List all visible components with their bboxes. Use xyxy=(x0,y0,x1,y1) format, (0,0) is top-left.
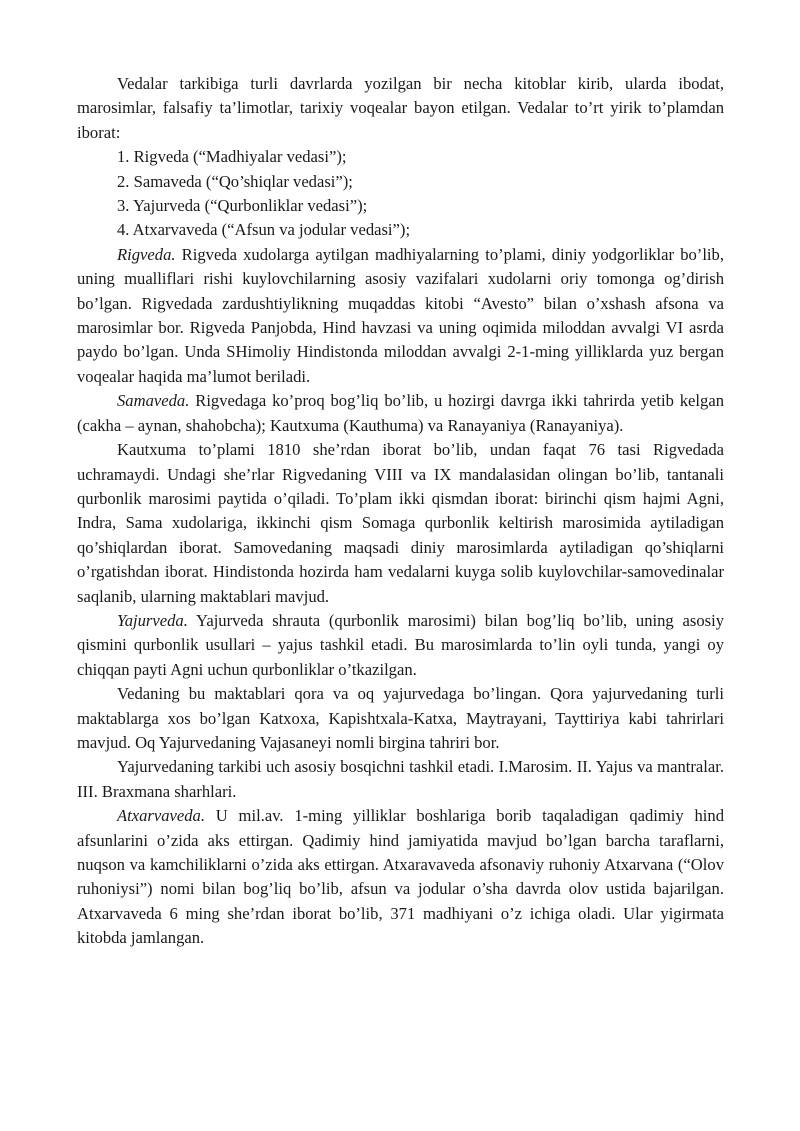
rigveda-paragraph xyxy=(77,243,724,389)
samaveda-text: Rigvedaga ko’proq bog’liq bo’lib, u hozirgi davrga ikki tahrirda yetib kelgan (cakha – aynan, shahobcha); Kautxuma (Kauthuma) va Ranayaniya (Ranayaniya). xyxy=(77,391,724,435)
samaveda-paragraph xyxy=(77,389,724,438)
atxarvaveda-paragraph xyxy=(77,804,724,950)
rigveda-text: Rigveda xudolarga aytilgan madhiyalarning to’plami, diniy yodgorliklar bo’lib, uning mualliflari rishi kuylovchilarning asosiy vazifalari xudolarni oriy tomonga og’dirish bo’lgan. Rigvedada zardushtiylikning muqaddas kitobi “Avesto” bilan o’xshash afsona va marosimlar bor. Rigveda Panjobda, Hind havzasi va uning oqimida miloddan avvalgi VI asrda paydo bo’lgan. Unda SHimoliy Hindistonda miloddan avvalgi 2-1-ming yilliklarda yuz bergan voqealar haqida ma’lumot beriladi. xyxy=(77,244,724,386)
tarkib-paragraph: Yajurvedaning tarkibi uch asosiy bosqichni tashkil etadi. I.Marosim. II. Yajus va mantralar. III. Braxmana sharhlari. xyxy=(77,757,724,801)
yajurveda-text: Yajurveda shrauta (qurbonlik marosimi) bilan bog’liq bo’lib, uning asosiy qismini qurbonlik usullari – yajus tashkil etadi. Bu marosimlarda to’lin oyli tunda, yangi oy chiqqan payti Agni uchun qurbonliklar o’tkazilgan. xyxy=(77,610,724,679)
list-item: 3. Yajurveda (“Qurbonliklar vedasi”); xyxy=(117,196,368,216)
rigveda-heading: Rigveda. xyxy=(117,244,176,264)
atxarvaveda-text: U mil.av. 1-ming yilliklar boshlariga borib taqaladigan qadimiy hind afsunlarini o’zida aks ettirgan. Qadimiy hind jamiyatida mavjud bo’lgan barcha taraflarni, nuqson va kamchiliklarni o’zida aks ettirgan. Atxaravaveda afsonaviy ruhoniy Atxarvana (“Olov ruhoniysi”) nomi bilan bog’liq bo’lib, afsun va jodular o’sha davrda olov ustida bajarilgan. Atxarvaveda 6 ming she’rdan iborat bo’lib, 371 madhiyani o’z ichiga oladi. Ular yigirmata kitobda jamlangan. xyxy=(77,806,724,948)
atxarvaveda-heading: Atxarvaveda. xyxy=(117,806,206,826)
list-item: 4. Atxarvaveda (“Afsun va jodular vedasi”); xyxy=(117,220,411,240)
maktablar-paragraph: Vedaning bu maktablari qora va oq yajurvedaga bo’lingan. Qora yajurvedaning turli maktablarga xos bo’lgan Katxoxa, Kapishtxala-Katxa, Maytrayani, Tayttiriya kabi tahrirlari mavjud. Oq Yajurvedaning Vajasaneyi nomli birgina tahriri bor. xyxy=(77,684,724,752)
yajurveda-paragraph xyxy=(77,609,724,682)
intro-paragraph: Vedalar tarkibiga turli davrlarda yozilgan bir necha kitoblar kirib, ularda ibodat, marosimlar, falsafiy ta’limotlar, tarixiy voqealar bayon etilgan. Vedalar to’rt yirik to’plamdan iborat: xyxy=(77,74,724,142)
kautxuma-paragraph: Kautxuma to’plami 1810 she’rdan iborat bo’lib, undan faqat 76 tasi Rigvedada uchramaydi. Undagi she’rlar Rigvedaning VIII va IX mandalasidan olingan bo’lib, tantanali qurbonlik marosimi paytida o’qiladi. To’plam ikki qismdan iborat: birinchi qism hajmi Agni, Indra, Sama xudolariga, ikkinchi qism Somaga qurbonlik keltirish marosimida aytiladigan qo’shiqlardan iborat. Samovedaning maqsadi diniy marosimlarda aytiladigan qo’shiqlarni o’rgatishdan iborat. Hindistonda hozirda ham vedalarni kuyga solib kuylovchilar-samovedinalar saqlanib, ularning maktablari mavjud. xyxy=(77,440,724,606)
yajurveda-heading: Yajurveda. xyxy=(117,610,188,630)
samaveda-heading: Samaveda. xyxy=(117,391,190,411)
list-item: 1. Rigveda (“Madhiyalar vedasi”); xyxy=(117,147,347,167)
list-item: 2. Samaveda (“Qo’shiqlar vedasi”); xyxy=(117,171,353,191)
